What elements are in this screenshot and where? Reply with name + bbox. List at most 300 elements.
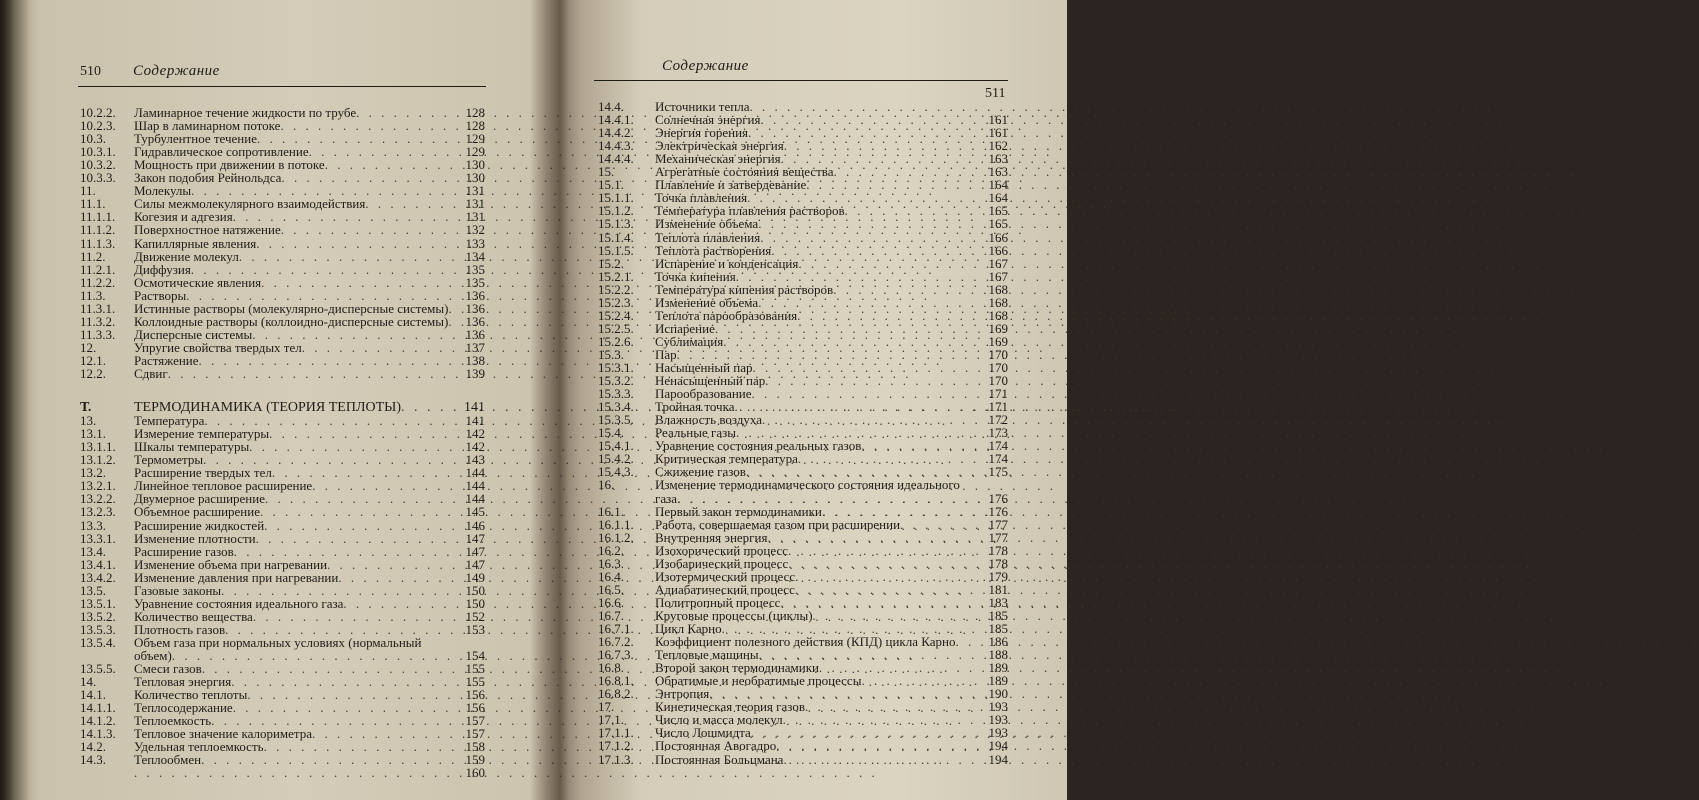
toc-entry bbox=[598, 335, 1008, 348]
entry-title: Солнечная энергия bbox=[655, 112, 761, 128]
entry-title: Объемное расширение bbox=[134, 504, 260, 520]
dot-leader bbox=[264, 519, 465, 532]
toc-entry bbox=[598, 726, 1008, 739]
entry-number: 14.1.3. bbox=[80, 726, 116, 742]
entry-page: 169 bbox=[988, 320, 1008, 336]
entry-page: 147 bbox=[465, 530, 485, 546]
entry-number: 13. bbox=[80, 413, 97, 429]
entry-page: 171 bbox=[988, 386, 1008, 402]
dot-leader bbox=[845, 204, 989, 217]
entry-title: Круговые процессы (циклы) bbox=[655, 607, 813, 623]
entry-title: Постоянная Авогадро bbox=[655, 738, 777, 754]
entry-number: 13.2.2. bbox=[80, 491, 116, 507]
entry-page: 139 bbox=[465, 366, 485, 381]
dot-leader bbox=[736, 270, 989, 283]
toc-entry bbox=[598, 231, 1008, 244]
entry-title: Источники тепла bbox=[655, 99, 750, 114]
dot-leader bbox=[955, 635, 988, 648]
entry-number: 13.5.1. bbox=[80, 595, 116, 611]
entry-page: 129 bbox=[465, 144, 485, 160]
entry-number: 13.4.2. bbox=[80, 569, 116, 585]
entry-number: 15.1.2. bbox=[598, 203, 634, 219]
entry-page: 161 bbox=[988, 112, 1008, 128]
entry-page: 136 bbox=[465, 300, 485, 316]
toc-entry bbox=[598, 518, 1008, 531]
entry-number: 14.4.4. bbox=[598, 151, 634, 167]
entry-number: 14.1.1. bbox=[80, 700, 116, 716]
entry-number: 13.5.2. bbox=[80, 608, 116, 624]
entry-title: Коэффициент полезного действия (КПД) цикла Карно bbox=[655, 634, 956, 650]
entry-number: 11.3.2. bbox=[80, 313, 116, 329]
entry-number: 15.2.1. bbox=[598, 268, 634, 284]
entry-title: Изменение объема bbox=[655, 216, 759, 232]
dot-leader bbox=[204, 414, 465, 427]
entry-number: 15.4. bbox=[598, 425, 624, 441]
entry-title: Изобарический процесс bbox=[655, 555, 789, 571]
toc-entry bbox=[80, 505, 485, 518]
dot-leader bbox=[199, 354, 466, 367]
entry-title: Измерение температуры bbox=[134, 426, 270, 442]
entry-page: 138 bbox=[465, 352, 485, 368]
entry-number: 16.7.3. bbox=[598, 647, 634, 663]
toc-entry bbox=[80, 367, 485, 380]
entry-page: 141 bbox=[464, 400, 485, 416]
entry-page: 136 bbox=[465, 287, 485, 303]
entry-title: Ламинарное течение жидкости по трубе bbox=[134, 105, 357, 120]
toc-entry bbox=[598, 165, 1008, 178]
entry-page: 170 bbox=[988, 373, 1008, 389]
entry-number: Т. bbox=[80, 400, 92, 416]
entry-page: 172 bbox=[988, 412, 1008, 428]
dot-leader bbox=[269, 427, 465, 440]
entry-title: Гидравлическое сопротивление bbox=[134, 144, 309, 160]
entry-title: Изменение давления при нагревании bbox=[134, 569, 339, 585]
toc-entry bbox=[598, 257, 1008, 270]
dot-leader bbox=[233, 210, 466, 223]
entry-page: 175 bbox=[988, 464, 1008, 480]
dot-leader bbox=[265, 492, 466, 505]
left-page bbox=[0, 0, 555, 800]
dot-leader bbox=[734, 400, 988, 413]
toc-entry bbox=[598, 400, 1008, 413]
dot-leader bbox=[798, 257, 988, 270]
dot-leader bbox=[747, 191, 988, 204]
entry-page: 136 bbox=[465, 326, 485, 342]
entry-page: 145 bbox=[465, 504, 485, 520]
toc-entry bbox=[80, 427, 485, 440]
entry-title: Поверхностное натяжение bbox=[134, 222, 281, 238]
dot-leader bbox=[784, 139, 989, 152]
entry-number: 14. bbox=[80, 674, 97, 690]
entry-title: Число и масса молекул bbox=[655, 712, 783, 728]
entry-page: 194 bbox=[988, 751, 1008, 767]
toc-entry bbox=[598, 361, 1008, 374]
toc-entry bbox=[80, 479, 485, 492]
entry-number: 15.4.1. bbox=[598, 438, 634, 454]
entry-page: 157 bbox=[465, 713, 485, 729]
entry-title: Теплоемкость bbox=[134, 713, 212, 729]
entry-title: Сдвиг bbox=[134, 366, 168, 381]
toc-entry bbox=[80, 289, 485, 302]
entry-page: 143 bbox=[465, 452, 485, 468]
entry-title: Изохорический процесс bbox=[655, 542, 789, 558]
entry-number: 11.1. bbox=[80, 196, 106, 212]
dot-leader bbox=[795, 570, 988, 583]
entry-title: Механическая энергия bbox=[655, 151, 781, 167]
dot-leader bbox=[759, 648, 989, 661]
entry-number: 13.1.2. bbox=[80, 452, 116, 468]
entry-number: 11.1.2. bbox=[80, 222, 116, 238]
right-page bbox=[562, 0, 1067, 800]
toc-entry bbox=[598, 531, 1008, 544]
entry-title: Тепловые машины bbox=[655, 647, 759, 663]
toc-entry bbox=[598, 753, 1008, 766]
entry-title: Осмотические явления bbox=[134, 274, 262, 290]
entry-title: Температура bbox=[134, 413, 205, 429]
entry-title: Движение молекул bbox=[134, 248, 239, 264]
entry-number: 15.1.1. bbox=[598, 190, 634, 206]
dot-leader bbox=[746, 465, 989, 478]
dot-leader bbox=[257, 132, 466, 145]
dot-leader bbox=[231, 675, 465, 688]
entry-number: 13.3.1. bbox=[80, 530, 116, 546]
toc-entry bbox=[80, 571, 485, 584]
toc-entry bbox=[598, 622, 1008, 635]
entry-number: 11.3.3. bbox=[80, 326, 116, 342]
dot-leader bbox=[753, 361, 989, 374]
entry-title: Сублимация bbox=[655, 333, 724, 349]
entry-page: 189 bbox=[988, 660, 1008, 676]
entry-number: 16.7.2. bbox=[598, 634, 634, 650]
entry-page: 131 bbox=[465, 183, 485, 199]
dot-leader bbox=[168, 367, 466, 380]
toc-entry bbox=[80, 675, 485, 688]
dot-leader bbox=[221, 584, 465, 597]
entry-title: Дисперсные системы bbox=[134, 326, 253, 342]
entry-title: Энтропия bbox=[655, 686, 710, 702]
entry-title: Диффузия bbox=[134, 261, 191, 277]
dot-leader bbox=[781, 152, 989, 165]
entry-number: 11.3.1. bbox=[80, 300, 116, 316]
entry-number: 15.1.4. bbox=[598, 229, 634, 245]
entry-title: Кинетическая теория газов bbox=[655, 699, 805, 715]
dot-leader bbox=[356, 106, 465, 119]
dot-leader bbox=[172, 649, 466, 662]
entry-page: 177 bbox=[988, 529, 1008, 545]
dot-leader bbox=[798, 452, 989, 465]
toc-entry bbox=[598, 452, 1008, 465]
entry-number: 16. bbox=[598, 477, 615, 493]
entry-title: Упругие свойства твердых тел bbox=[134, 339, 302, 355]
entry-title: Растяжение bbox=[134, 352, 199, 368]
entry-page: 165 bbox=[988, 203, 1008, 219]
entry-page: 129 bbox=[465, 131, 485, 147]
entry-number: 13.2. bbox=[80, 465, 106, 481]
dot-leader bbox=[760, 113, 988, 126]
entry-page: 149 bbox=[465, 569, 485, 585]
entry-number: 16.7. bbox=[598, 607, 624, 623]
entry-number: 16.6. bbox=[598, 594, 624, 610]
entry-page: 193 bbox=[988, 725, 1008, 741]
entry-number: 15.2.5. bbox=[598, 320, 634, 336]
entry-number: 16.8. bbox=[598, 660, 624, 676]
entry-page: 157 bbox=[465, 726, 485, 742]
entry-page: 185 bbox=[988, 607, 1008, 623]
entry-number: 11.2.1. bbox=[80, 261, 116, 277]
toc-entry bbox=[80, 328, 485, 341]
toc-entry bbox=[598, 139, 1008, 152]
toc-entry bbox=[598, 557, 1008, 570]
entry-title: Влажность воздуха bbox=[655, 412, 762, 428]
entry-number: 12. bbox=[80, 339, 97, 355]
entry-page: 165 bbox=[988, 216, 1008, 232]
entry-number: 14.4.2. bbox=[598, 125, 634, 141]
toc-entry bbox=[598, 739, 1008, 752]
entry-title: Температура плавления растворов bbox=[655, 203, 845, 219]
dot-leader bbox=[677, 348, 989, 361]
entry-page: 169 bbox=[988, 333, 1008, 349]
entry-page: 131 bbox=[465, 196, 485, 212]
header-rule bbox=[78, 86, 486, 87]
entry-page: 174 bbox=[988, 451, 1008, 467]
entry-title: Электрическая энергия bbox=[655, 138, 784, 154]
toc-entry bbox=[598, 113, 1008, 126]
entry-number: 16.5. bbox=[598, 581, 624, 597]
entry-page: 134 bbox=[465, 248, 485, 264]
toc-entry bbox=[598, 178, 1008, 191]
entry-number: 11.3. bbox=[80, 287, 106, 303]
entry-number: 17. bbox=[598, 699, 615, 715]
entry-page: 144 bbox=[465, 478, 485, 494]
entry-title: Расширение жидкостей bbox=[134, 517, 265, 533]
entry-page: 173 bbox=[988, 425, 1008, 441]
toc-entry bbox=[598, 700, 1008, 713]
entry-title: Тройная точка bbox=[655, 399, 735, 415]
entry-page: 181 bbox=[988, 581, 1008, 597]
entry-title: Плавление и затвердевание bbox=[655, 177, 807, 193]
toc-entry bbox=[80, 466, 485, 479]
toc-entry bbox=[80, 263, 485, 276]
dot-leader bbox=[783, 753, 988, 766]
dot-leader bbox=[186, 289, 465, 302]
toc-entry-continuation bbox=[598, 492, 1008, 505]
dot-leader bbox=[749, 100, 988, 113]
entry-number: 11.1.3. bbox=[80, 235, 116, 251]
entry-page: 164 bbox=[988, 190, 1008, 206]
dot-leader bbox=[234, 545, 466, 558]
entry-page: 158 bbox=[465, 739, 485, 755]
dot-leader bbox=[239, 250, 466, 263]
entry-page: 135 bbox=[465, 261, 485, 277]
dot-leader bbox=[448, 315, 465, 328]
entry-number: 13.1. bbox=[80, 426, 106, 442]
entry-number: 10.3.3. bbox=[80, 170, 116, 186]
entry-number: 15.1.3. bbox=[598, 216, 634, 232]
entry-number: 13.1.1. bbox=[80, 439, 116, 455]
entry-title: Теплообмен bbox=[134, 752, 202, 768]
entry-number: 17.1.3. bbox=[598, 751, 634, 767]
entry-page: 156 bbox=[465, 700, 485, 716]
entry-page: 188 bbox=[988, 647, 1008, 663]
entry-page: 152 bbox=[465, 608, 485, 624]
dot-leader bbox=[677, 492, 988, 505]
toc-entry bbox=[80, 440, 485, 453]
dot-leader bbox=[805, 700, 989, 713]
entry-title: Шкалы температуры bbox=[134, 439, 250, 455]
dot-leader bbox=[247, 688, 465, 701]
entry-title: Пар bbox=[655, 346, 677, 362]
entry-title: Удельная теплоемкость bbox=[134, 739, 264, 755]
toc-entry bbox=[598, 270, 1008, 283]
toc-entry bbox=[80, 276, 485, 289]
entry-title: Энергия горения bbox=[655, 125, 748, 141]
entry-title: Теплосодержание bbox=[134, 700, 233, 716]
entry-page: 171 bbox=[988, 399, 1008, 415]
toc-entry bbox=[80, 250, 485, 263]
toc-entry bbox=[598, 348, 1008, 361]
entry-title: Испарение и конденсация bbox=[655, 255, 799, 271]
entry-title: Расширение газов bbox=[134, 543, 234, 559]
entry-title: Изменение объема при нагревании bbox=[134, 556, 328, 572]
entry-number: 16.8.2. bbox=[598, 686, 634, 702]
entry-page: 146 bbox=[465, 517, 485, 533]
entry-number: 15.2.4. bbox=[598, 307, 634, 323]
toc-entry bbox=[598, 478, 1008, 491]
entry-number: 15.3.2. bbox=[598, 373, 634, 389]
entry-title: Ненасыщенный пар bbox=[655, 373, 766, 389]
entry-number: 14.4.1. bbox=[598, 112, 634, 128]
toc-part-heading bbox=[80, 401, 485, 414]
dot-leader bbox=[281, 223, 466, 236]
entry-page: 177 bbox=[988, 516, 1008, 532]
page-number: 511 bbox=[985, 86, 1006, 101]
toc-entry bbox=[80, 119, 485, 132]
toc-entry bbox=[598, 387, 1008, 400]
dot-leader bbox=[819, 661, 988, 674]
toc-entry bbox=[80, 766, 485, 779]
entry-number: 15.3.5. bbox=[598, 412, 634, 428]
entry-title: Температура кипения растворов bbox=[655, 281, 834, 297]
toc-entry bbox=[80, 623, 485, 636]
entry-number: 15.3.4. bbox=[598, 399, 634, 415]
entry-title: Объем газа при нормальных условиях (нормальный bbox=[134, 634, 422, 650]
toc-entry bbox=[80, 753, 485, 766]
toc-entry bbox=[598, 648, 1008, 661]
dot-leader bbox=[861, 674, 988, 687]
entry-number: 13.2.1. bbox=[80, 478, 116, 494]
toc-entry bbox=[80, 223, 485, 236]
entry-page: 166 bbox=[988, 229, 1008, 245]
toc-entry bbox=[80, 341, 485, 354]
entry-page: 168 bbox=[988, 307, 1008, 323]
entry-number: 14.4. bbox=[598, 99, 624, 114]
entry-page: 170 bbox=[988, 346, 1008, 362]
entry-page: 168 bbox=[988, 281, 1008, 297]
entry-title: Коллоидные растворы (коллоидно-дисперсные системы) bbox=[134, 313, 449, 329]
entry-title: Уравнение состояния реальных газов bbox=[655, 438, 862, 454]
toc-entry bbox=[598, 244, 1008, 257]
entry-page: 156 bbox=[465, 687, 485, 703]
toc-entry bbox=[598, 413, 1008, 426]
toc-entry bbox=[598, 465, 1008, 478]
entry-page: 144 bbox=[465, 465, 485, 481]
entry-number: 15. bbox=[598, 164, 615, 180]
entry-number: 15.4.2. bbox=[598, 451, 634, 467]
dot-leader bbox=[722, 622, 989, 635]
dot-leader bbox=[191, 263, 466, 276]
entry-page: 128 bbox=[465, 105, 485, 120]
entry-title: Силы межмолекулярного взаимодействия bbox=[134, 196, 366, 212]
entry-title: Теплота растворения bbox=[655, 242, 772, 258]
toc-entry bbox=[80, 597, 485, 610]
entry-title: Молекулы bbox=[134, 183, 192, 199]
dot-leader bbox=[715, 322, 989, 335]
toc-entry bbox=[80, 545, 485, 558]
entry-number: 15.3.3. bbox=[598, 386, 634, 402]
entry-number: 15.2.2. bbox=[598, 281, 634, 297]
entry-title: Испарение bbox=[655, 320, 715, 336]
entry-number: 16.3. bbox=[598, 555, 624, 571]
entry-number: 16.1.1. bbox=[598, 516, 634, 532]
entry-page: 162 bbox=[988, 138, 1008, 154]
entry-title: Тепловая энергия bbox=[134, 674, 232, 690]
entry-page: 167 bbox=[988, 268, 1008, 284]
dot-leader bbox=[776, 739, 988, 752]
toc-entry bbox=[598, 152, 1008, 165]
toc-entry bbox=[80, 132, 485, 145]
toc-entry bbox=[80, 237, 485, 250]
entry-number: 13.4. bbox=[80, 543, 106, 559]
entry-title: Критическая температура bbox=[655, 451, 798, 467]
entry-number: 12.2. bbox=[80, 366, 106, 381]
entry-title-continuation: объем) bbox=[134, 648, 172, 663]
toc-entry bbox=[598, 583, 1008, 596]
entry-title: Количество теплоты bbox=[134, 687, 248, 703]
dot-leader bbox=[736, 426, 989, 439]
entry-title: Теплота парообразования bbox=[655, 307, 798, 323]
entry-number: 15.3. bbox=[598, 346, 624, 362]
dot-leader bbox=[272, 466, 466, 479]
entry-title: Изменение объема bbox=[655, 294, 759, 310]
page-number: 510 bbox=[80, 64, 101, 79]
entry-title: ТЕРМОДИНАМИКА (ТЕОРИЯ ТЕПЛОТЫ) bbox=[134, 400, 401, 416]
entry-number: 10.2.2. bbox=[80, 105, 116, 120]
entry-page: 130 bbox=[465, 157, 485, 173]
entry-page: 147 bbox=[465, 543, 485, 559]
entry-page: 135 bbox=[465, 274, 485, 290]
entry-number: 11.2. bbox=[80, 248, 106, 264]
dot-leader bbox=[309, 145, 466, 158]
dot-leader bbox=[280, 119, 465, 132]
entry-number: 14.4.3. bbox=[598, 138, 634, 154]
entry-title: Мощность при движении в потоке bbox=[134, 157, 325, 173]
dot-leader bbox=[834, 165, 989, 178]
entry-number: 10.3.2. bbox=[80, 157, 116, 173]
entry-page: 128 bbox=[465, 118, 485, 134]
dot-leader bbox=[723, 335, 988, 348]
toc-entry bbox=[80, 584, 485, 597]
dot-leader bbox=[806, 178, 988, 191]
dot-leader bbox=[281, 171, 465, 184]
toc-entry bbox=[80, 727, 485, 740]
toc-entry bbox=[598, 635, 1008, 648]
entry-title: Уравнение состояния идеального газа bbox=[134, 595, 344, 611]
toc-entry bbox=[80, 210, 485, 223]
dot-leader bbox=[448, 302, 465, 315]
entry-page: 163 bbox=[988, 151, 1008, 167]
entry-title: Первый закон термодинамики bbox=[655, 503, 822, 519]
entry-page: 176 bbox=[988, 503, 1008, 519]
